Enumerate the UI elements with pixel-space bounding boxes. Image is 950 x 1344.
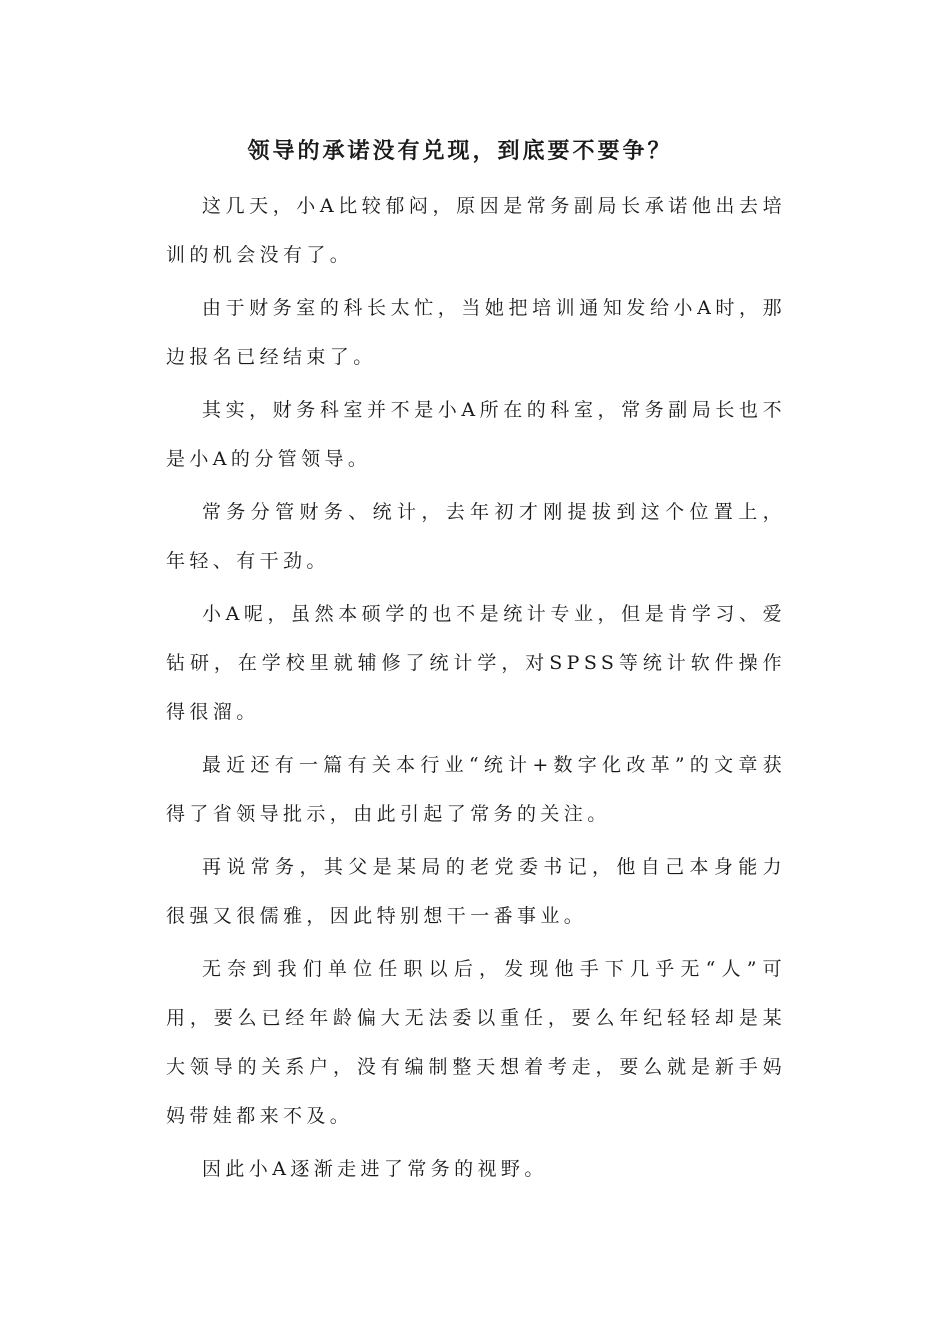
paragraph: 其实，财务科室并不是小A所在的科室，常务副局长也不是小A的分管领导。 — [166, 399, 786, 470]
paragraph: 由于财务室的科长太忙，当她把培训通知发给小A时，那边报名已经结束了。 — [166, 297, 786, 368]
paragraph: 这几天，小A比较郁闷，原因是常务副局长承诺他出去培训的机会没有了。 — [166, 195, 786, 266]
document-body — [166, 182, 786, 1198]
paragraph: 小A呢，虽然本硕学的也不是统计专业，但是肯学习、爱钻研，在学校里就辅修了统计学，对SPSS等统计软件操作得很溜。 — [166, 603, 786, 723]
paragraph: 因此小A逐渐走进了常务的视野。 — [202, 1158, 548, 1180]
document-title: 领导的承诺没有兑现，到底要不要争？ — [247, 138, 673, 164]
paragraph: 再说常务，其父是某局的老党委书记，他自己本身能力很强又很儒雅，因此特别想干一番事业。 — [166, 856, 786, 927]
paragraph: 无奈到我们单位任职以后，发现他手下几乎无“人”可用，要么已经年龄偏大无法委以重任，要么年纪轻轻却是某大领导的关系户，没有编制整天想着考走，要么就是新手妈妈带娃都来不及。 — [166, 958, 786, 1127]
paragraph: 常务分管财务、统计，去年初才刚提拔到这个位置上，年轻、有干劲。 — [166, 501, 786, 572]
paragraph: 最近还有一篇有关本行业“统计+数字化改革”的文章获得了省领导批示，由此引起了常务的关注。 — [166, 754, 786, 825]
